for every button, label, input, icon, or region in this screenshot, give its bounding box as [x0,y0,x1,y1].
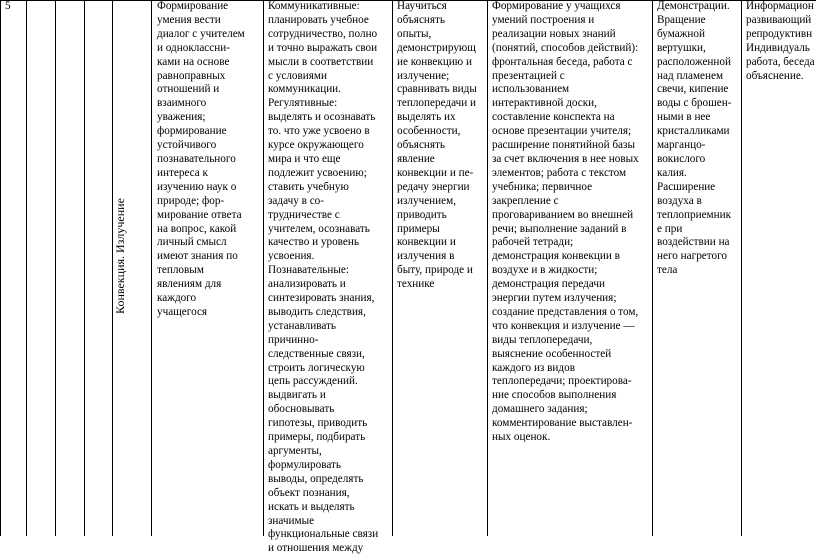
learning-activities-cell: Формирование у учащихся умений построения и реализации новых знаний (понятий, способов действий): фронтальная беседа, работа с презентацией с использованием интерактивной доски, составление конспекта на основе презентации учителя; расширение понятийной базы за счет включения в нее новых элементов; работа с текстом учебника; первичное закрепление с проговариванием во внешней речи; выполнение заданий в рабочей тетради; демонстрация конвекции в воздухе и в жидкости; демонстрация передачи энергии путем излучения; создание представления о том, что конвекция и излучение — виды теплопередачи, выяснение особенностей каждого из видов теплопередачи; проектирова- ние способов выполнения домашнего задания; комментирование выставлен- ных оценок. [492,0,639,444]
column-border [392,0,393,536]
column-border [84,0,85,536]
equipment-cell: Демонстрации. Вращение бумажной вертушки, расположенной над пламенем свечи, кипение воды с брошен- ными в нее кристалликами марганцо- вокислого калия. Расширение воздуха в теплоприемник е при воздействии на него нагретого тела [657,0,732,277]
column-border [741,0,742,536]
topic-cell [113,181,149,331]
column-border [55,0,56,536]
personal-results-cell: Формирование умения вести диалог с учителем и одноклассни- ками на основе равноправных отношений и взаимного уважения; формирование устойчивого познавательного интереса к изучению наук о природе; фор- мирование ответа на вопрос, какой личный смысл имеют знания по тепловым явлениям для каждого учащегося [157,0,245,318]
column-border [652,0,653,536]
topic-text: Конвекция. Излучение [113,198,127,314]
column-border [487,0,488,536]
metasubject-results-cell: Коммуникативные: планировать учебное сотрудничество, полно и точно выражать свои мысли в соответствии с условиями коммуникации. Регулятивные: выделять и осознавать то. что уже усвоено в курсе окружающего мира и что еще подлежит усвоению; ставить учебную задачу в со- трудничестве с учителем, осознавать качество и уровень усвоения. Познавательные: анализировать и синтезировать знания, выводить следствия, устанавливать причинно- следственные связи, строить логическую цепь рассуждений. выдвигать и обосновывать гипотезы, приводить примеры, подбирать аргументы, формулировать выводы, определять объект познания, искать и выделять значимые функциональные связи и отношения между [268,0,379,555]
column-border [0,0,1,536]
column-border [263,0,264,536]
column-border [151,0,152,536]
column-border [26,0,27,536]
methods-cell: Информацион развивающий репродуктивн Индивидуаль работа, беседа объяснение. [746,0,815,82]
subject-results-cell: Научиться объяснять опыты, демонстрирующ ие конвекцию и излучение; сравнивать виды теплопередачи и выделять их особенности, объяснять явление конвекции и пе- редачу энергии излучением, приводить примеры конвекции и излучения в быту, природе и технике [397,0,477,291]
row-number: 5 [5,0,11,12]
